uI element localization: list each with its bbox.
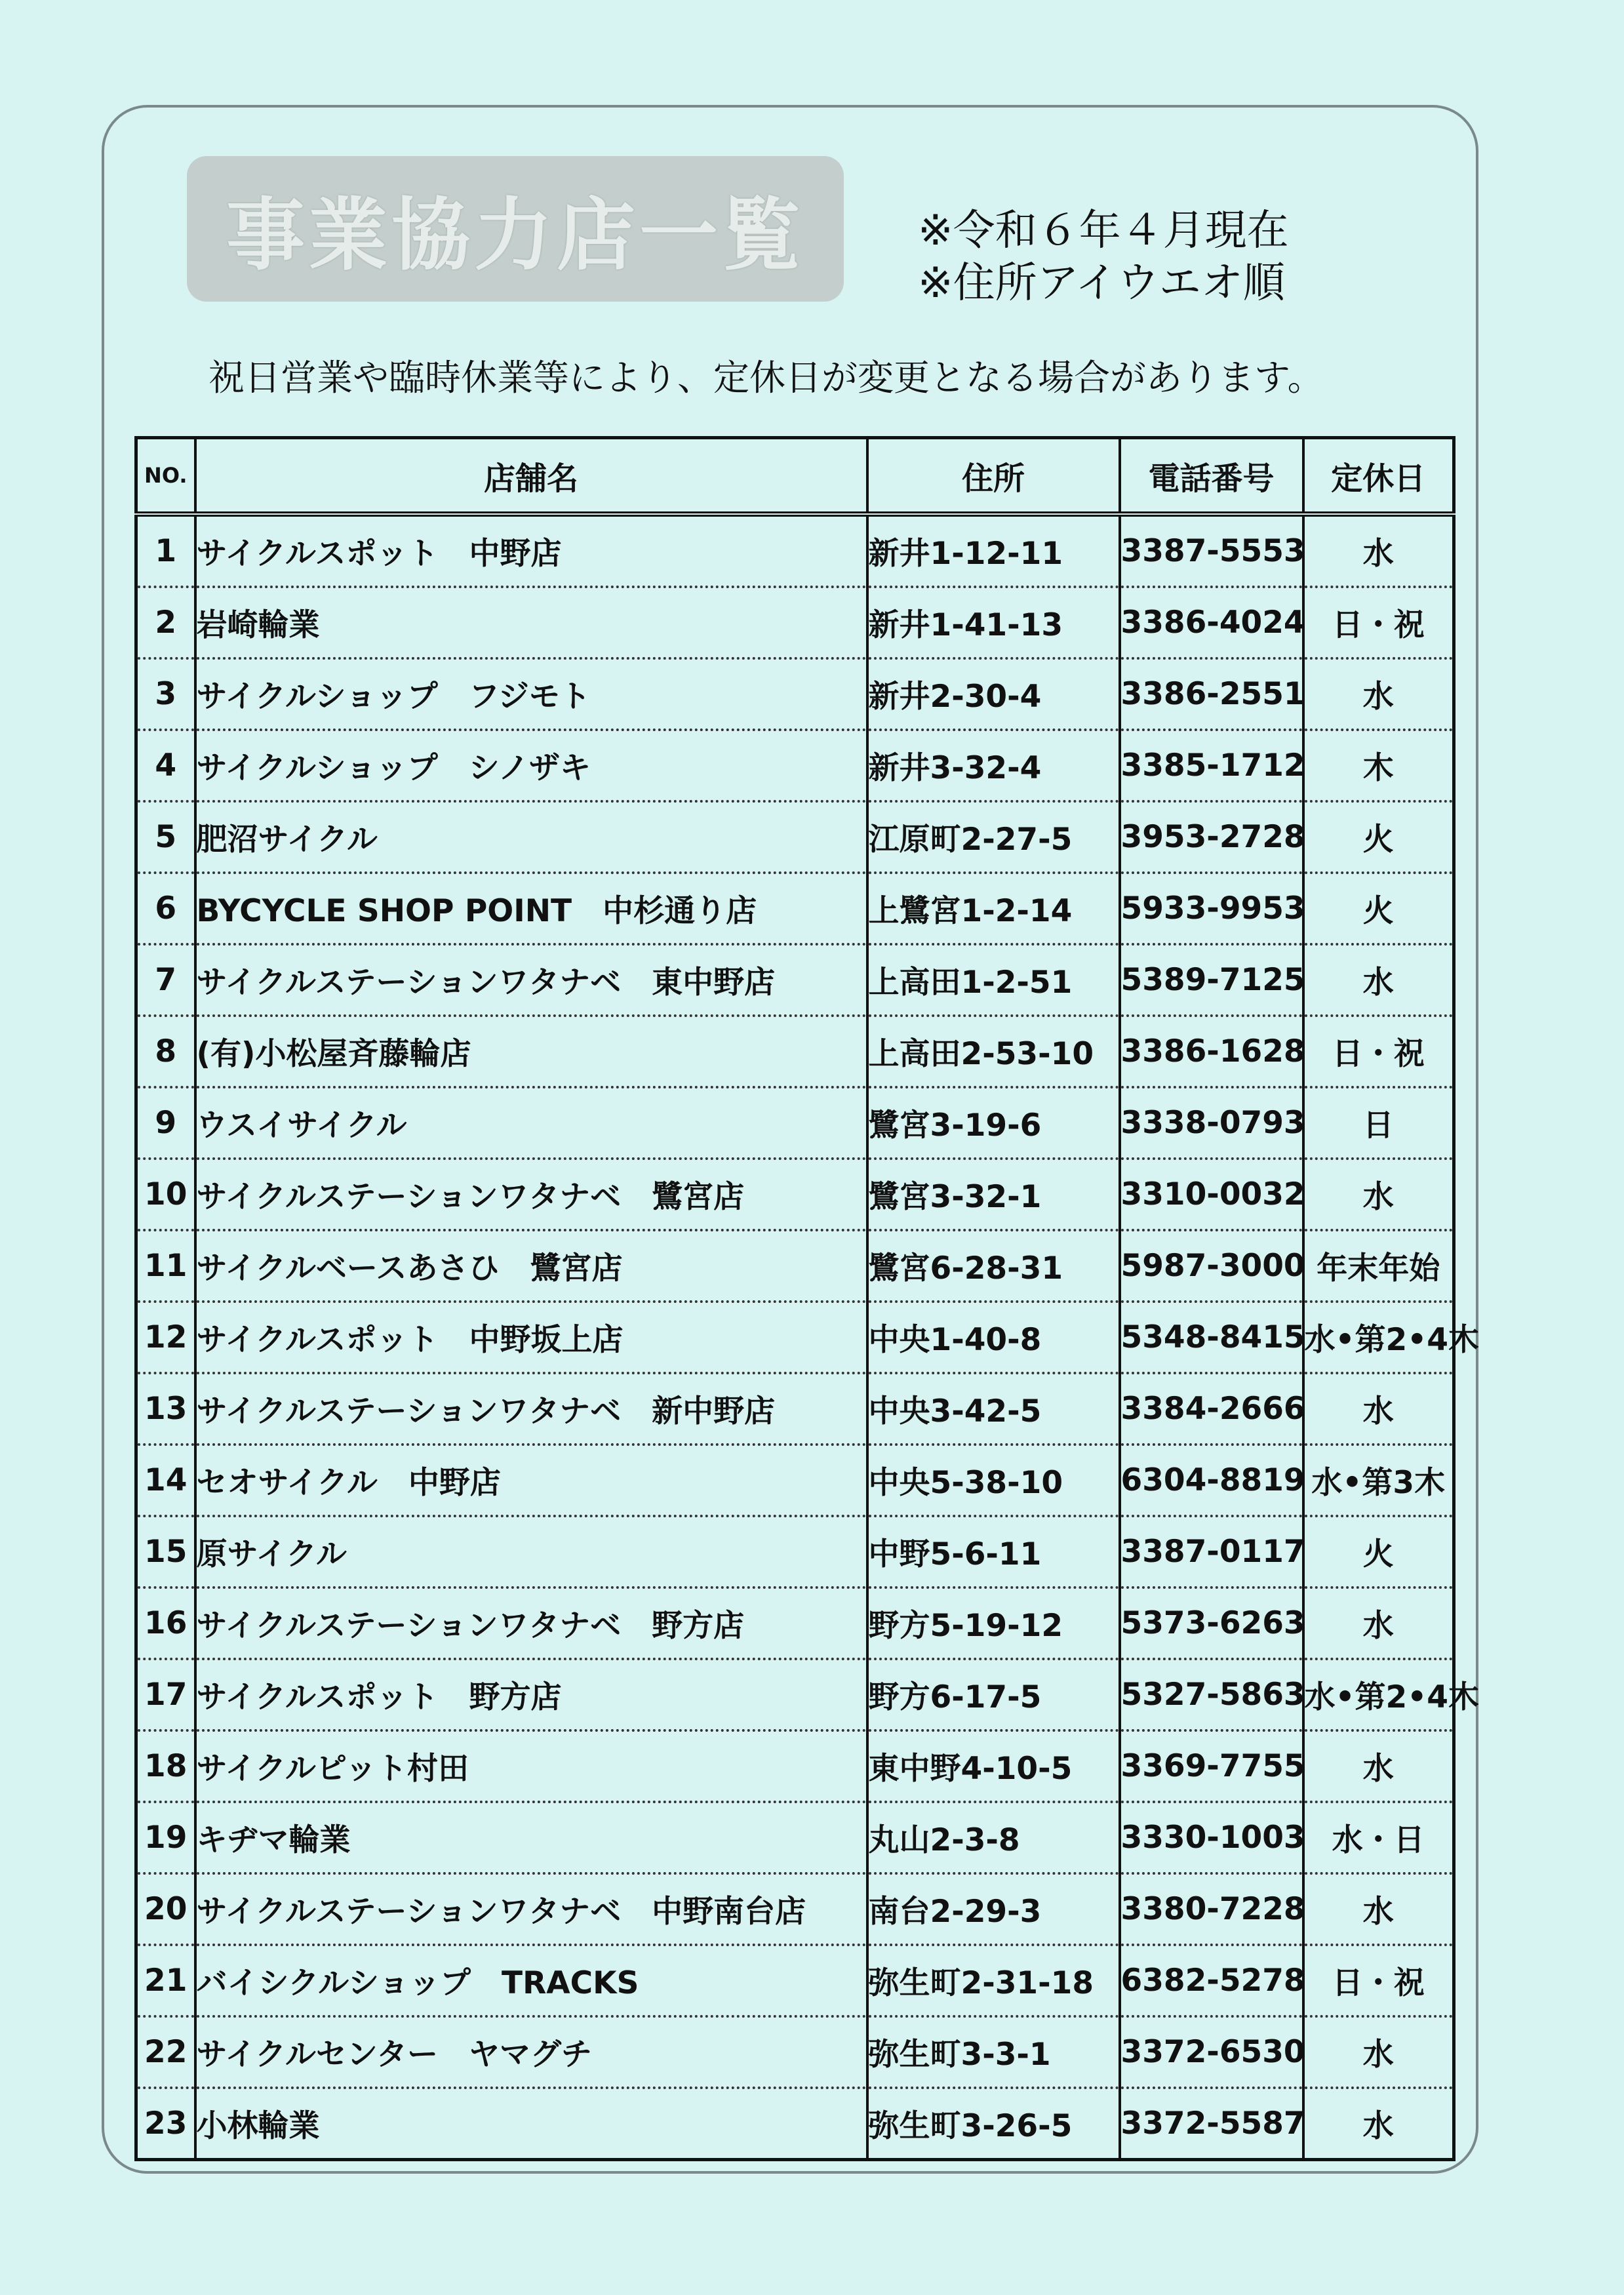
row-number: 15 <box>136 1516 195 1587</box>
table-row <box>136 1373 1454 1445</box>
shop-name: サイクルショップ フジモト <box>195 658 867 730</box>
table-row <box>136 730 1454 801</box>
table-row <box>136 1659 1454 1730</box>
closed-day: 水・日 <box>1303 1802 1454 1873</box>
shop-name: サイクルベースあさひ 鷺宮店 <box>195 1230 867 1302</box>
shop-address: 新井3-32-4 <box>867 730 1120 801</box>
row-number: 22 <box>136 2016 195 2088</box>
shop-phone: 3387-0117 <box>1120 1516 1303 1587</box>
shop-name: サイクルステーションワタナベ 野方店 <box>195 1587 867 1659</box>
row-number: 2 <box>136 587 195 658</box>
table-row <box>136 514 1454 587</box>
shop-phone: 6304-8819 <box>1120 1445 1303 1516</box>
shop-phone: 5987-3000 <box>1120 1230 1303 1302</box>
shop-phone: 5348-8415 <box>1120 1302 1303 1373</box>
table-row <box>136 1945 1454 2016</box>
note-order: ※住所アイウエオ順 <box>918 259 1285 308</box>
closed-day: 火 <box>1303 1516 1454 1587</box>
shop-address: 中央1-40-8 <box>867 1302 1120 1373</box>
row-number: 1 <box>136 514 195 587</box>
shop-address: 中央3-42-5 <box>867 1373 1120 1445</box>
shop-phone: 3384-2666 <box>1120 1373 1303 1445</box>
shop-address: 新井1-41-13 <box>867 587 1120 658</box>
table-row <box>136 587 1454 658</box>
shop-address: 中野5-6-11 <box>867 1516 1120 1587</box>
shop-address: 弥生町2-31-18 <box>867 1945 1120 2016</box>
table-row <box>136 2016 1454 2088</box>
closed-day: 水•第2•4木 <box>1303 1302 1454 1373</box>
closed-day: 水•第3木 <box>1303 1445 1454 1516</box>
shop-name: セオサイクル 中野店 <box>195 1445 867 1516</box>
shop-phone: 3338-0793 <box>1120 1087 1303 1159</box>
closed-day: 水 <box>1303 1587 1454 1659</box>
shop-name: ウスイサイクル <box>195 1087 867 1159</box>
table-row <box>136 1159 1454 1230</box>
row-number: 14 <box>136 1445 195 1516</box>
closed-day: 水 <box>1303 2016 1454 2088</box>
row-number: 6 <box>136 873 195 944</box>
closed-day: 日・祝 <box>1303 587 1454 658</box>
shop-name: サイクルスポット 中野坂上店 <box>195 1302 867 1373</box>
table-row <box>136 944 1454 1016</box>
shop-address: 東中野4-10-5 <box>867 1730 1120 1802</box>
shop-address: 野方6-17-5 <box>867 1659 1120 1730</box>
row-number: 4 <box>136 730 195 801</box>
table-row <box>136 873 1454 944</box>
col-header-no: NO. <box>136 438 195 515</box>
shop-name: (有)小松屋斉藤輪店 <box>195 1016 867 1087</box>
shop-name: BYCYCLE SHOP POINT 中杉通り店 <box>195 873 867 944</box>
closed-day: 年末年始 <box>1303 1230 1454 1302</box>
shop-phone: 6382-5278 <box>1120 1945 1303 2016</box>
shop-name: 岩崎輪業 <box>195 587 867 658</box>
shop-phone: 3310-0032 <box>1120 1159 1303 1230</box>
col-header-closed: 定休日 <box>1303 438 1454 515</box>
row-number: 7 <box>136 944 195 1016</box>
row-number: 11 <box>136 1230 195 1302</box>
closed-day: 水 <box>1303 1873 1454 1945</box>
table-row <box>136 1516 1454 1587</box>
col-header-name: 店舗名 <box>195 438 867 515</box>
col-header-address: 住所 <box>867 438 1120 515</box>
shop-address: 新井2-30-4 <box>867 658 1120 730</box>
closed-day: 水 <box>1303 1730 1454 1802</box>
closed-day: 水•第2•4木 <box>1303 1659 1454 1730</box>
shop-name: サイクルステーションワタナベ 中野南台店 <box>195 1873 867 1945</box>
closed-day: 日・祝 <box>1303 1016 1454 1087</box>
shop-name: サイクルスポット 野方店 <box>195 1659 867 1730</box>
shop-phone: 5327-5863 <box>1120 1659 1303 1730</box>
closed-day: 水 <box>1303 1159 1454 1230</box>
table-row <box>136 2088 1454 2160</box>
closed-day: 日・祝 <box>1303 1945 1454 2016</box>
row-number: 3 <box>136 658 195 730</box>
table-row <box>136 1445 1454 1516</box>
table-row <box>136 1087 1454 1159</box>
table-row <box>136 1587 1454 1659</box>
row-number: 17 <box>136 1659 195 1730</box>
shop-phone: 3369-7755 <box>1120 1730 1303 1802</box>
shop-address: 上高田2-53-10 <box>867 1016 1120 1087</box>
closed-day: 日 <box>1303 1087 1454 1159</box>
closed-day: 火 <box>1303 801 1454 873</box>
shop-name: サイクルスポット 中野店 <box>195 514 867 587</box>
shop-name: サイクルピット村田 <box>195 1730 867 1802</box>
shop-address: 丸山2-3-8 <box>867 1802 1120 1873</box>
shop-address: 南台2-29-3 <box>867 1873 1120 1945</box>
shop-address: 野方5-19-12 <box>867 1587 1120 1659</box>
notice-text: 祝日営業や臨時休業等により、定休日が変更となる場合があります。 <box>208 357 1324 399</box>
shop-phone: 3387-5553 <box>1120 514 1303 587</box>
shop-name: サイクルステーションワタナベ 東中野店 <box>195 944 867 1016</box>
shop-phone: 3386-4024 <box>1120 587 1303 658</box>
shop-name: バイシクルショップ TRACKS <box>195 1945 867 2016</box>
shop-phone: 3385-1712 <box>1120 730 1303 801</box>
shop-address: 鷺宮3-32-1 <box>867 1159 1120 1230</box>
shop-address: 弥生町3-3-1 <box>867 2016 1120 2088</box>
shop-name: サイクルショップ シノザキ <box>195 730 867 801</box>
title-banner <box>187 156 844 302</box>
row-number: 5 <box>136 801 195 873</box>
shop-phone: 3330-1003 <box>1120 1802 1303 1873</box>
shop-address: 江原町2-27-5 <box>867 801 1120 873</box>
closed-day: 水 <box>1303 514 1454 587</box>
shop-address: 新井1-12-11 <box>867 514 1120 587</box>
shop-name: サイクルステーションワタナベ 鷺宮店 <box>195 1159 867 1230</box>
shop-phone: 3380-7228 <box>1120 1873 1303 1945</box>
row-number: 9 <box>136 1087 195 1159</box>
shop-phone: 5373-6263 <box>1120 1587 1303 1659</box>
shop-address: 鷺宮6-28-31 <box>867 1230 1120 1302</box>
table-row <box>136 1873 1454 1945</box>
shop-phone: 5933-9953 <box>1120 873 1303 944</box>
note-date: ※令和６年４月現在 <box>918 207 1289 255</box>
table-row <box>136 1016 1454 1087</box>
shop-phone: 3372-5587 <box>1120 2088 1303 2160</box>
shop-name: サイクルステーションワタナベ 新中野店 <box>195 1373 867 1445</box>
shop-name: 小林輪業 <box>195 2088 867 2160</box>
shop-phone: 3372-6530 <box>1120 2016 1303 2088</box>
shop-phone: 3386-1628 <box>1120 1016 1303 1087</box>
row-number: 18 <box>136 1730 195 1802</box>
row-number: 13 <box>136 1373 195 1445</box>
row-number: 21 <box>136 1945 195 2016</box>
closed-day: 水 <box>1303 2088 1454 2160</box>
shop-address: 中央5-38-10 <box>867 1445 1120 1516</box>
table-row <box>136 1230 1454 1302</box>
row-number: 20 <box>136 1873 195 1945</box>
shop-phone: 3386-2551 <box>1120 658 1303 730</box>
row-number: 10 <box>136 1159 195 1230</box>
closed-day: 水 <box>1303 1373 1454 1445</box>
table-header-row <box>136 438 1454 515</box>
shop-name: キヂマ輪業 <box>195 1802 867 1873</box>
row-number: 12 <box>136 1302 195 1373</box>
shop-address: 鷺宮3-19-6 <box>867 1087 1120 1159</box>
table-row <box>136 1802 1454 1873</box>
shop-table <box>134 436 1479 2161</box>
table-row <box>136 1302 1454 1373</box>
shop-name: 原サイクル <box>195 1516 867 1587</box>
shop-phone: 5389-7125 <box>1120 944 1303 1016</box>
row-number: 16 <box>136 1587 195 1659</box>
shop-name: 肥沼サイクル <box>195 801 867 873</box>
row-number: 19 <box>136 1802 195 1873</box>
closed-day: 水 <box>1303 658 1454 730</box>
table-row <box>136 658 1454 730</box>
closed-day: 火 <box>1303 873 1454 944</box>
closed-day: 水 <box>1303 944 1454 1016</box>
shop-phone: 3953-2728 <box>1120 801 1303 873</box>
table-row <box>136 1730 1454 1802</box>
page-title: 事業協力店一覧 <box>226 190 804 281</box>
shop-address: 上高田1-2-51 <box>867 944 1120 1016</box>
row-number: 23 <box>136 2088 195 2160</box>
shop-address: 弥生町3-26-5 <box>867 2088 1120 2160</box>
shop-address: 上鷺宮1-2-14 <box>867 873 1120 944</box>
table-row <box>136 801 1454 873</box>
shop-name: サイクルセンター ヤマグチ <box>195 2016 867 2088</box>
col-header-tel: 電話番号 <box>1120 438 1303 515</box>
closed-day: 木 <box>1303 730 1454 801</box>
row-number: 8 <box>136 1016 195 1087</box>
